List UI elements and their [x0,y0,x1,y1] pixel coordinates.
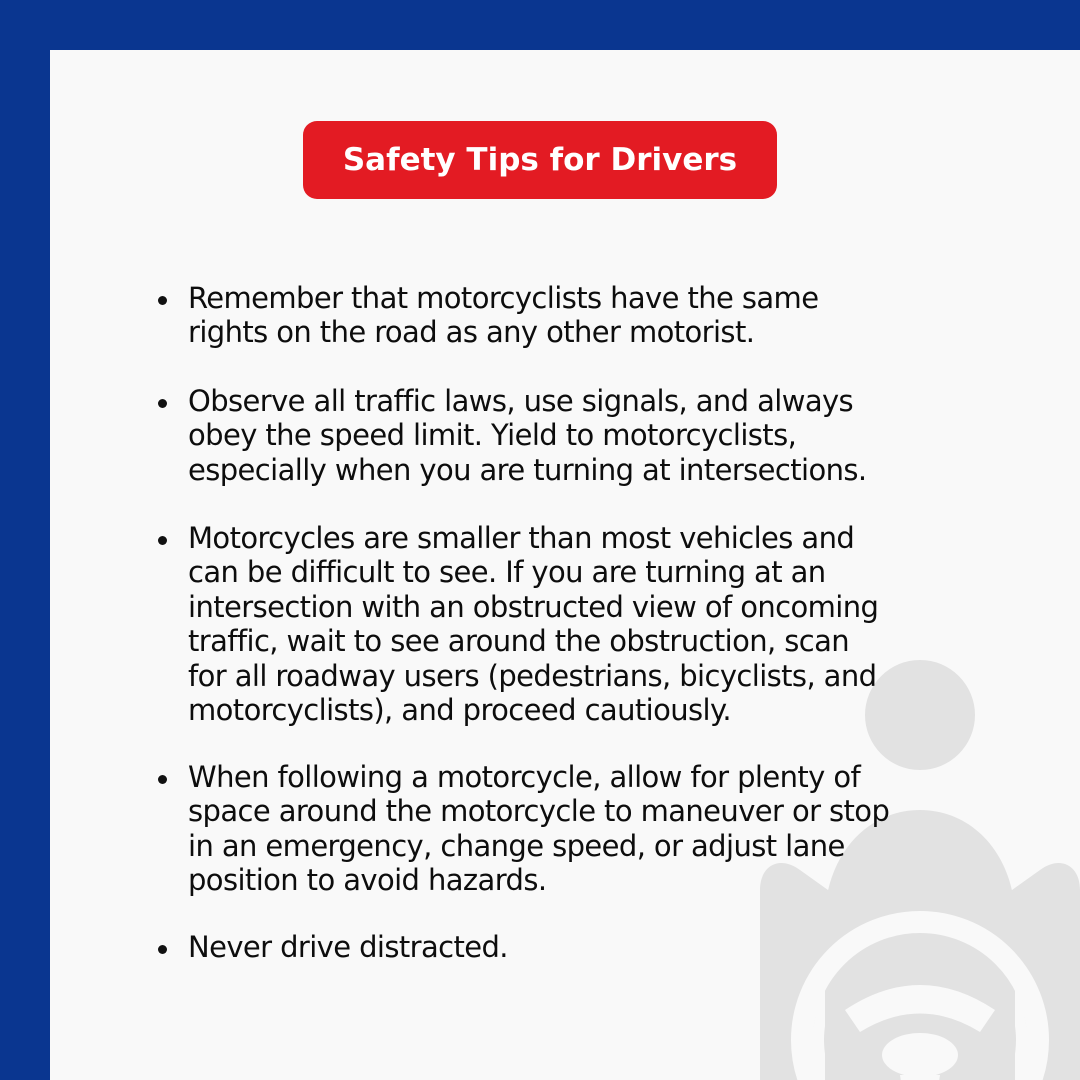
list-item [158,930,998,964]
bullet [158,281,188,305]
list-item [158,760,998,898]
tip-text [188,760,889,898]
tip-line: traffic, wait to see around the obstruction, scan [188,624,850,659]
tip-line: Remember that motorcyclists have the same [188,281,819,315]
tip-line: Motorcycles are smaller than most vehicles and [188,521,855,555]
bullet [158,384,188,408]
list-item [158,281,998,350]
tip-text [188,281,818,350]
tip-text [188,384,867,487]
bullet [158,760,188,784]
tip-line: Observe all traffic laws, use signals, and always [188,384,854,418]
content-card [50,50,1080,1080]
tip-line: space around the motorcycle to maneuver or stop [188,794,890,829]
tip-line: especially when you are turning at intersections. [188,452,867,487]
tip-text [188,930,508,964]
tip-line: Never drive distracted. [188,930,508,964]
bullet [158,930,188,954]
tip-line: for all roadway users (pedestrians, bicyclists, and [188,658,877,693]
tip-line: When following a motorcycle, allow for plenty of [188,760,861,794]
tip-line: intersection with an obstructed view of oncoming [188,589,879,624]
page-title: Safety Tips for Drivers [342,142,738,178]
tip-line: obey the speed limit. Yield to motorcyclists, [188,418,797,453]
list-item [158,384,998,487]
tip-text [188,521,878,727]
tip-line: in an emergency, change speed, or adjust lane [188,828,845,863]
tip-line: position to avoid hazards. [188,863,547,898]
tip-line: motorcyclists), and proceed cautiously. [188,693,732,728]
tip-line: can be difficult to see. If you are turning at an [188,555,826,590]
tips-list [50,50,1080,1080]
list-item [158,521,998,727]
tip-line: rights on the road as any other motorist. [188,315,755,350]
bullet [158,521,188,545]
